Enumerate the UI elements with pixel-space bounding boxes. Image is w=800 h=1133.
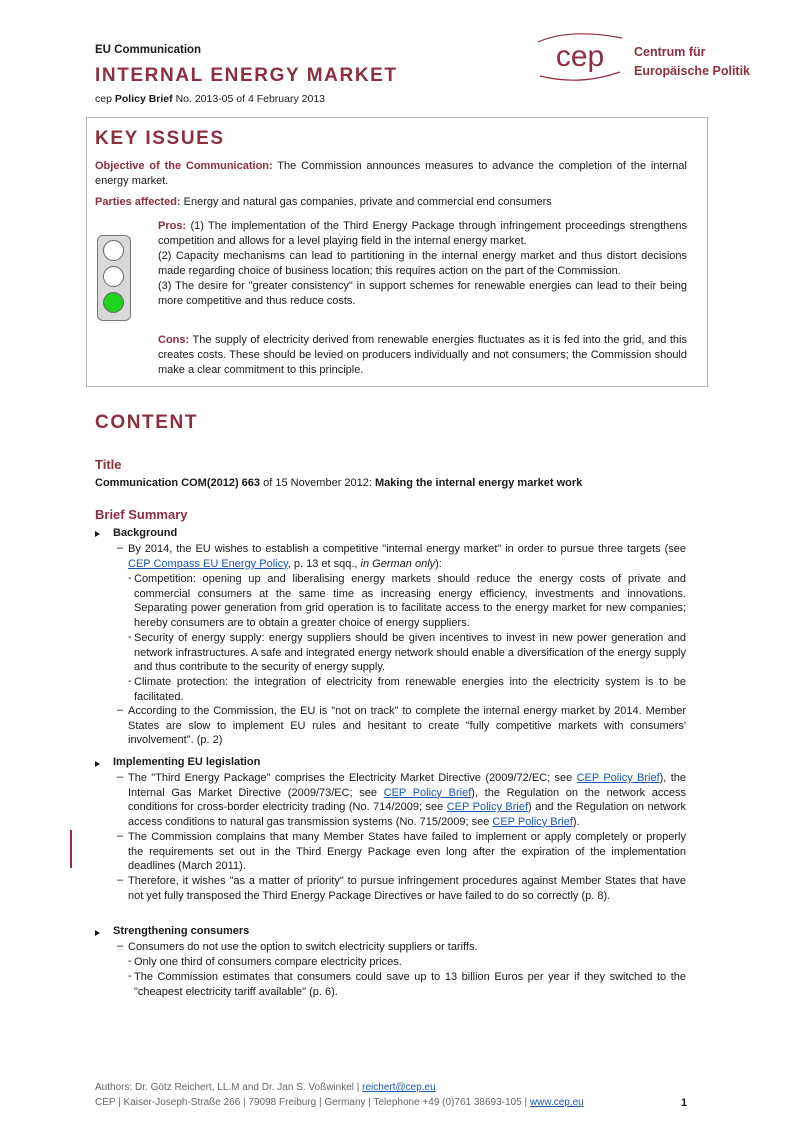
background-item-1-text3: ): [435, 557, 442, 570]
cons-label: Cons: [158, 334, 190, 346]
pros-section [158, 219, 687, 309]
parties-paragraph [95, 195, 687, 210]
background-item-1-text2: , p. 13 et sqq., [287, 557, 361, 570]
background-item-2: According to the Commission, the EU is "not on track" to complete the internal energy market by 2014. Member States are slow to implement EU rules and hesitant to create "fully competitive markets with consumers' involvement". (p. 2) [128, 705, 686, 747]
brief-prefix: cep [95, 93, 112, 105]
dash-marker: – [117, 542, 124, 554]
objective-text: The Commission announces measures to advance the completion of the internal energy market. [95, 160, 687, 187]
german-only-note: in German only [360, 557, 436, 570]
cep-policy-brief-link-3[interactable]: CEP Policy Brief [446, 801, 529, 814]
consumers-savings: The Commission estimates that consumers could save up to 13 billion Euros per year if they switched to the "cheapest electricity tariff available" (p. 6). [134, 971, 686, 998]
implementing-item-1-text3: ), the Regulation on the network access conditions for cross-border electricity trading (No. 714/2009; see [128, 786, 686, 814]
cep-policy-brief-link-2[interactable]: CEP Policy Brief [383, 786, 472, 799]
document-type-label: EU Communication [95, 44, 202, 56]
parties-label: Parties affected: [95, 196, 181, 208]
cep-logo [530, 32, 630, 82]
implementing-item-1-text2: ), the Internal Gas Market Directive (2009/73/EC; see [128, 772, 686, 799]
logo-text: cep [555, 40, 605, 73]
pros-label: Pros: [158, 220, 187, 232]
dot-marker: - [128, 970, 132, 982]
dash-marker: – [117, 874, 124, 886]
implementing-item-1-text4: ) and the Regulation on network access conditions to natural gas transmission systems (No. 715/2009; see [128, 801, 687, 828]
document-title: INTERNAL ENERGY MARKET [95, 65, 398, 86]
cons-section [158, 333, 687, 378]
parties-text: Energy and natural gas companies, private and commercial end consumers [180, 196, 552, 208]
traffic-light-middle-lamp [103, 266, 124, 287]
brief-number: No. 2013-05 of 4 February 2013 [175, 93, 325, 105]
pros-item-1 [158, 219, 687, 249]
content-title: CONTENT [95, 412, 199, 433]
background-item-1-text: By 2014, the EU wishes to establish a competitive "internal energy market" in order to pursue three targets (see [128, 543, 686, 555]
dash-marker: – [117, 830, 124, 842]
communication-reference [95, 477, 582, 489]
implementing-item-3: Therefore, it wishes "as a matter of priority" to pursue infringement procedures against Member States that have not yet fully transposed the Third Energy Package Directives or have failed to do so correctly (p. 8). [128, 875, 686, 902]
dash-marker: – [117, 704, 124, 716]
implementing-item-2: The Commission complains that many Member States have failed to implement or apply completely or properly the requirements set out in the Third Energy Package even long after the expiration of the implementation deadlines (March 2011). [128, 831, 686, 873]
implementing-bullet-icon [95, 761, 100, 767]
traffic-light-green-lamp [103, 292, 124, 313]
traffic-light-top-lamp [103, 240, 124, 261]
author-email-link[interactable]: reichert@cep.eu [362, 1082, 436, 1093]
background-bullet-icon [95, 531, 100, 537]
brief-label: Policy Brief [114, 93, 173, 105]
consumers-bullet-icon [95, 930, 100, 936]
background-competition: Competition: opening up and liberalising energy markets should reduce the energy costs of private and commercial consumers at the same time as increasing energy efficiency, investments and innovations. Separating power generation from grid operation is to facilitate access to the energy market for new companies; hereby consumers are to obtain a greater choice of energy suppliers. [134, 573, 686, 629]
implementing-item-1 [128, 771, 686, 829]
dot-marker: - [128, 572, 132, 584]
page-number: 1 [681, 1097, 688, 1109]
footer-authors [95, 1082, 436, 1093]
cep-policy-brief-link-1[interactable]: CEP Policy Brief [576, 772, 660, 784]
policy-brief-reference [95, 93, 325, 105]
pros-text-1: (1) The implementation of the Third Energy Package through infringement proceedings strengthens competition and allows for a level playing field in the internal energy market. [158, 220, 687, 247]
implementing-heading: Implementing EU legislation [113, 756, 261, 768]
objective-paragraph [95, 159, 687, 189]
cep-policy-brief-link-4[interactable]: CEP Policy Brief [492, 815, 573, 828]
communication-id: Communication COM(2012) 663 [95, 477, 261, 489]
brief-summary-heading: Brief Summary [95, 507, 188, 522]
pros-item-3: (3) The desire for "greater consistency" in support schemes for renewable energies can lead to their being more competitive and thus reduce costs. [158, 280, 687, 307]
title-heading: Title [95, 457, 122, 472]
background-item-1 [128, 542, 686, 571]
communication-title: Making the internal energy market work [375, 477, 583, 489]
website-link[interactable]: www.cep.eu [529, 1097, 584, 1108]
organization-name [634, 43, 750, 81]
background-security: Security of energy supply: energy suppliers should be given incentives to invest in new power generation and network infrastructures. A safe and integrated energy network should enable a diversification of the energy supply and thus contribute to the security of energy supply. [134, 632, 686, 674]
dot-marker: - [128, 675, 132, 687]
dash-marker: – [117, 771, 124, 783]
implementing-item-1-text5: ). [572, 815, 580, 828]
communication-date: of 15 November 2012: [260, 477, 376, 489]
dot-marker: - [128, 631, 132, 643]
dot-marker: - [128, 955, 132, 967]
consumers-item-1: Consumers do not use the option to switch electricity suppliers or tariffs. [128, 941, 478, 953]
organization-name-line1: Centrum für [634, 45, 706, 59]
change-bar [70, 830, 72, 868]
background-climate: Climate protection: the integration of electricity from renewable energies into the electricity system is to be facilitated. [134, 676, 686, 703]
authors-text: Authors: Dr. Götz Reichert, LL.M and Dr. Jan S. Voßwinkel | [95, 1082, 363, 1093]
organization-name-line2: Europäische Politik [634, 64, 751, 78]
objective-label: Objective of the Communication: [95, 160, 273, 172]
cep-compass-link[interactable]: CEP Compass EU Energy Policy [128, 557, 288, 570]
traffic-light-icon [97, 235, 131, 321]
footer-address [95, 1097, 584, 1108]
cons-text: The supply of electricity derived from renewable energies fluctuates as it is fed into the grid, and this creates costs. These should be levied on producers individually and not consumers; the Commission should make a clear commitment to this principle. [158, 334, 687, 376]
background-heading: Background [113, 527, 178, 539]
consumers-heading: Strengthening consumers [113, 925, 250, 937]
pros-item-2: (2) Capacity mechanisms can lead to partitioning in the internal energy market and thus distort decisions made regarding choice of business location; this requires action on the part of the Commission. [158, 250, 687, 277]
consumers-price-comparison: Only one third of consumers compare electricity prices. [134, 956, 402, 968]
key-issues-title: KEY ISSUES [95, 128, 225, 149]
implementing-item-1-text: The "Third Energy Package" comprises the Electricity Market Directive (2009/72/EC; see [128, 772, 577, 784]
address-text: CEP | Kaiser-Joseph-Straße 266 | 79098 Freiburg | Germany | Telephone +49 (0)761 38693-105 | [95, 1097, 530, 1108]
dash-marker: – [117, 940, 124, 952]
